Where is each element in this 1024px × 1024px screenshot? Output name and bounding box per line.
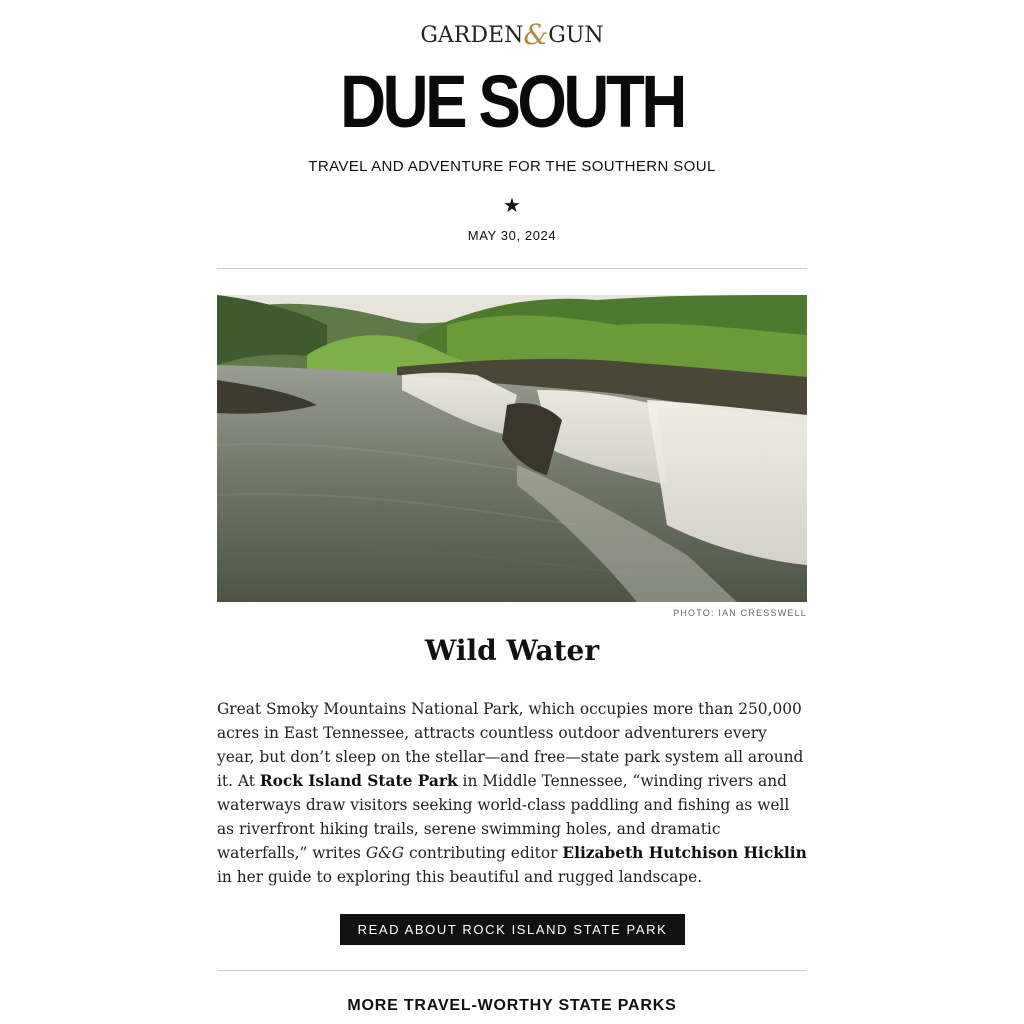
newsletter-title: DUE SOUTH bbox=[340, 60, 684, 143]
brand-logo[interactable] bbox=[0, 18, 1024, 51]
issue-date: MAY 30, 2024 bbox=[467, 228, 557, 243]
photo-credit: PHOTO: IAN CRESSWELL bbox=[673, 608, 807, 618]
divider-top bbox=[217, 268, 807, 269]
body-text-1: Great Smoky Mountains National Park, which occupies more than 250,000 acres in East Tennessee, attracts countless outdoor adventurers every year, but don’t sleep on the stellar—and free—state park system all around it. At bbox=[217, 700, 804, 790]
body-text-3: contributing editor bbox=[404, 844, 563, 862]
waterfall-photo-icon bbox=[217, 295, 807, 602]
brand-name-part2: GUN bbox=[548, 23, 604, 48]
body-text-2: in Middle Tennessee, “winding rivers and waterways draw visitors seeking world-class paddling and fishing as well as riverfront hiking trails, serene swimming holes, and dramatic waterfalls,” writes bbox=[217, 772, 790, 862]
star-icon: ★ bbox=[503, 193, 521, 217]
body-text-4: in her guide to exploring this beautiful and rugged landscape. bbox=[217, 868, 703, 886]
brand-name-part1: GARDEN bbox=[420, 23, 524, 48]
link-rock-island[interactable]: Rock Island State Park bbox=[259, 772, 458, 790]
publication-name: G&G bbox=[365, 844, 405, 862]
article-body bbox=[217, 697, 807, 889]
link-author[interactable]: Elizabeth Hutchison Hicklin bbox=[562, 844, 807, 862]
hero-image[interactable] bbox=[217, 295, 807, 602]
more-section-title: MORE TRAVEL-WORTHY STATE PARKS bbox=[347, 997, 677, 1014]
brand-ampersand: & bbox=[523, 18, 549, 51]
article-headline: Wild Water bbox=[424, 634, 600, 667]
newsletter-tagline: TRAVEL AND ADVENTURE FOR THE SOUTHERN SOUL bbox=[308, 158, 716, 175]
read-article-button[interactable]: READ ABOUT ROCK ISLAND STATE PARK bbox=[340, 914, 685, 945]
divider-bottom bbox=[217, 970, 807, 971]
